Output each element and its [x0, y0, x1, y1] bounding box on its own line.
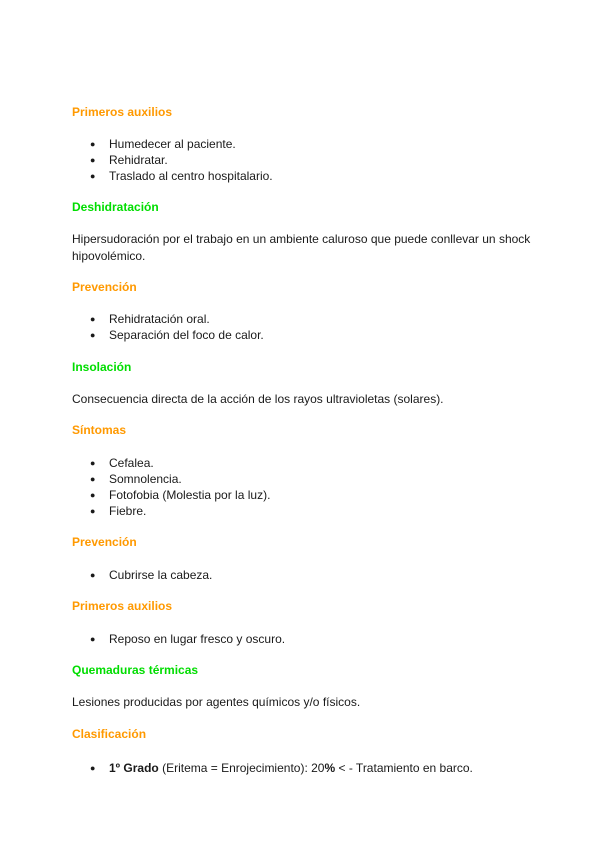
heading-primeros-auxilios: Primeros auxilios: [72, 105, 173, 119]
bullet-icon: ●: [90, 139, 96, 149]
heading-primeros-auxilios-2: Primeros auxilios: [72, 599, 173, 613]
list-item: ● Cubrirse la cabeza.: [90, 568, 213, 582]
list-item: ● Reposo en lugar fresco y oscuro.: [90, 632, 286, 646]
bullet-icon: ●: [90, 330, 96, 340]
list-prevencion-2: [0, 567, 560, 583]
grade-treatment: < - Tratamiento en barco.: [335, 761, 473, 775]
list-item: ● Fiebre.: [90, 504, 147, 518]
bullet-icon: ●: [90, 490, 96, 500]
heading-insolacion: Insolación: [72, 360, 132, 374]
paragraph-quemaduras: Lesiones producidas por agentes químicos y/o físicos.: [72, 695, 361, 709]
heading-clasificacion: Clasificación: [72, 727, 147, 741]
grade-label: 1º Grado: [109, 761, 159, 775]
bullet-icon: ●: [90, 570, 96, 580]
list-primeros-auxilios: [0, 136, 560, 184]
bullet-icon: ●: [90, 506, 96, 516]
list-item: ● Rehidratación oral.: [90, 312, 210, 326]
bullet-icon: ●: [90, 155, 96, 165]
list-item: ● Cefalea.: [90, 456, 154, 470]
heading-prevencion: Prevención: [72, 280, 137, 294]
grade-description: (Eritema = Enrojecimiento): 20: [158, 761, 325, 775]
heading-quemaduras-termicas: Quemaduras térmicas: [72, 663, 199, 677]
paragraph-deshidratacion: Hipersudoración por el trabajo en un ambiente caluroso que puede conllevar un shock hipovolémico.: [72, 232, 531, 263]
list-item: ● Somnolencia.: [90, 472, 182, 486]
bullet-icon: ●: [90, 634, 96, 644]
list-clasificacion: [0, 760, 560, 776]
list-item: ● Rehidratar.: [90, 153, 168, 167]
bullet-icon: ●: [90, 171, 96, 181]
list-primeros-auxilios-2: [0, 631, 560, 647]
list-item: ● Humedecer al paciente.: [90, 137, 236, 151]
bullet-icon: ●: [90, 763, 96, 773]
heading-deshidratacion: Deshidratación: [72, 200, 159, 214]
heading-sintomas: Síntomas: [72, 423, 127, 437]
paragraph-insolacion: Consecuencia directa de la acción de los rayos ultravioletas (solares).: [72, 392, 444, 406]
bullet-icon: ●: [90, 314, 96, 324]
bullet-icon: ●: [90, 458, 96, 468]
percent-sign: %: [324, 761, 336, 775]
bullet-icon: ●: [90, 474, 96, 484]
heading-prevencion-2: Prevención: [72, 535, 137, 549]
list-item: ● Separación del foco de calor.: [90, 328, 264, 342]
list-prevencion: [0, 311, 560, 343]
list-sintomas: [0, 455, 560, 519]
list-item: [0, 760, 560, 776]
list-item: ● Fotofobia (Molestia por la luz).: [90, 488, 271, 502]
list-item: ● Traslado al centro hospitalario.: [90, 169, 273, 183]
